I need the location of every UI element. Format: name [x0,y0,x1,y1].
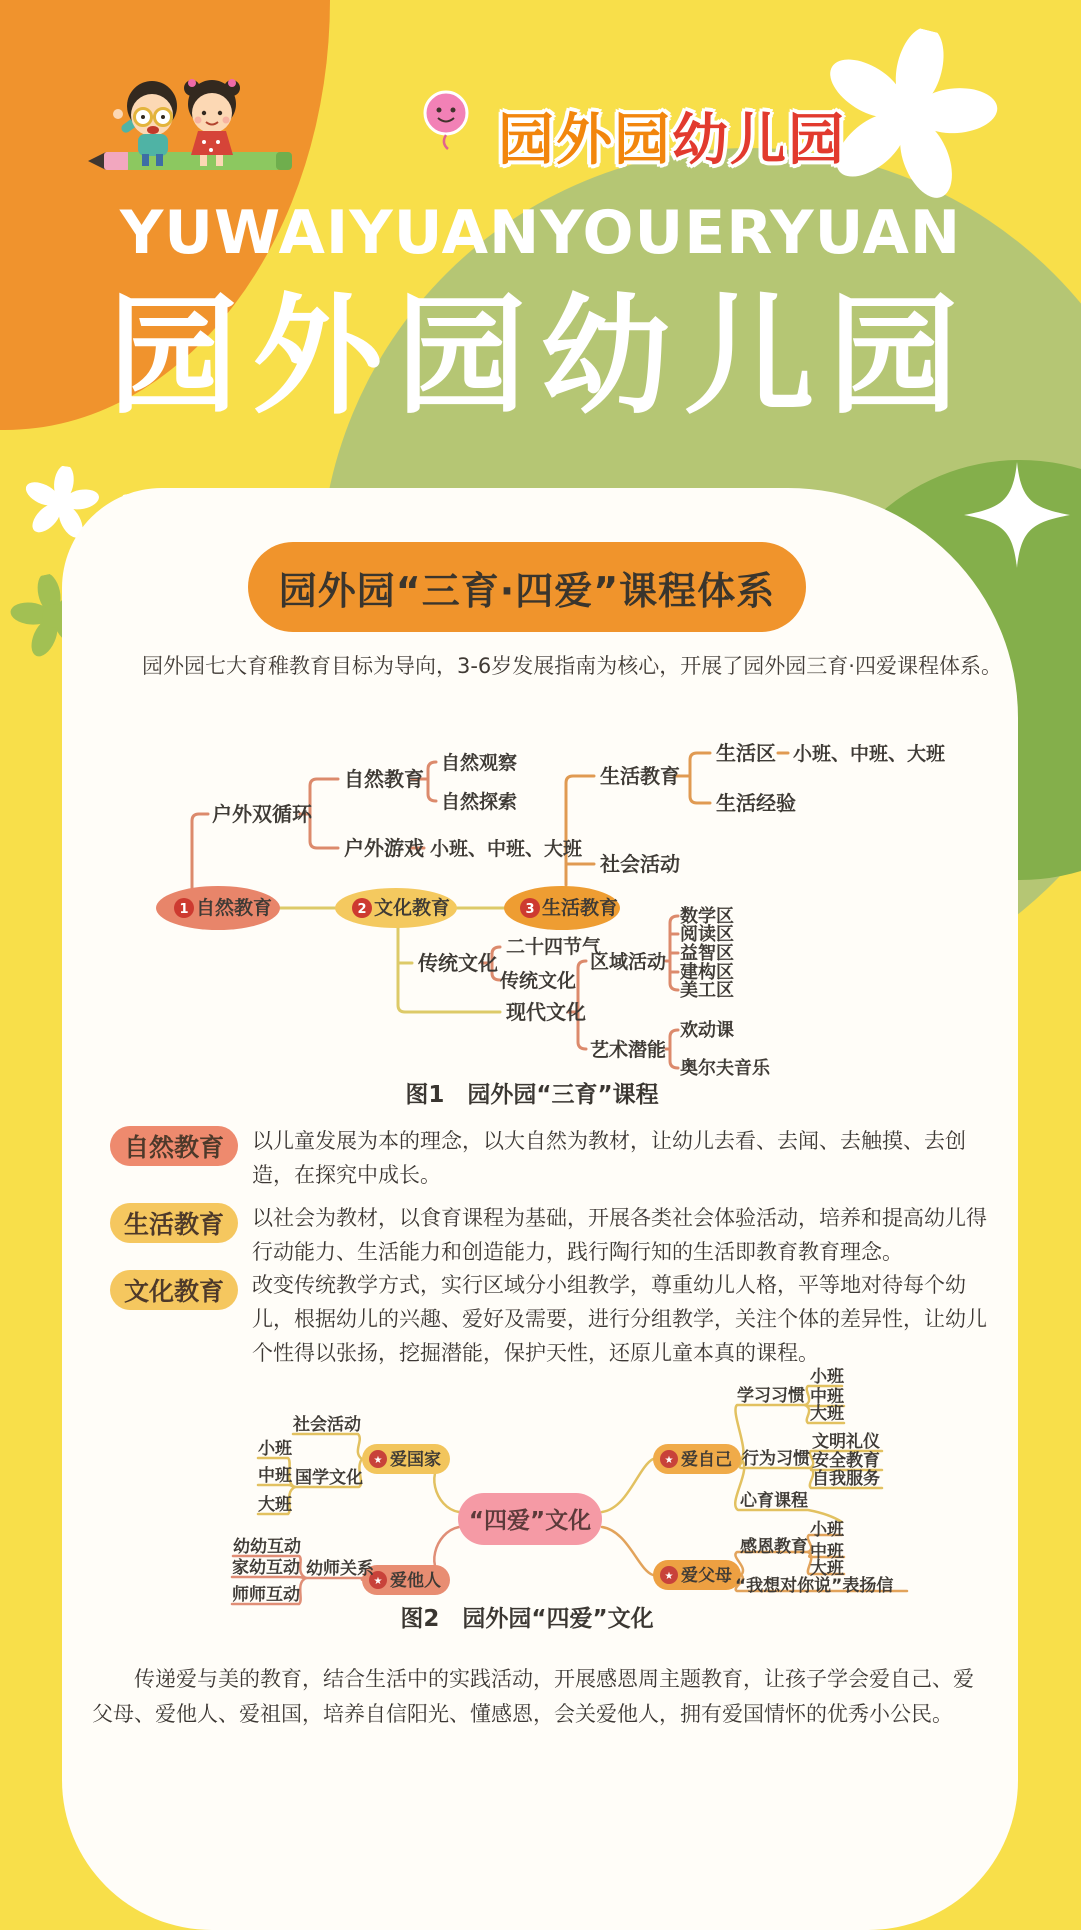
map2-love-self-label: 爱自己 [681,1450,732,1470]
map2-node-safety: 安全教育 [812,1451,880,1471]
map2-node-class-l2: 大班 [810,1404,844,1424]
map2-node-social-act: 社会活动 [293,1415,361,1435]
map1-node-reading-area: 阅读区 [680,924,734,945]
section-text-life: 以社会为教材，以食育课程为基础，开展各类社会体验活动，培养和提高幼儿得行动能力、生活能力和创造能力，践行陶行知的生活即教育教育理念。 [252,1206,987,1264]
logo-text-red: 幼儿园 [672,108,846,173]
map1-node-orff-music: 奥尔夫音乐 [680,1058,770,1079]
map2-node-class-l3: 大班 [810,1559,844,1579]
map1-node-art-potential: 艺术潜能 [590,1039,667,1061]
course-system-badge [248,542,806,632]
section-pill-life-label: 生活教育 [123,1210,224,1239]
map2-node-class-l1: 大班 [258,1495,292,1515]
map2-love-parents-label: 爱父母 [681,1566,732,1586]
map2-node-teacher-rel: 幼师关系 [306,1559,374,1579]
map1-node-build-area: 建构区 [680,962,734,983]
map2-node-teacher-teacher: 师师互动 [232,1585,300,1605]
map2-node-etiquette: 文明礼仪 [812,1432,880,1452]
section-pill-culture [110,1270,238,1310]
map2-node-class-s1: 小班 [258,1439,292,1459]
map1-num2: 2 [357,902,367,917]
map1-node-trad-culture: 传统文化 [500,970,577,992]
section-pill-nature [110,1126,238,1166]
map1-node-fun-class: 欢动课 [680,1020,734,1041]
map2-love-country-label: 爱国家 [390,1450,441,1470]
closing-paragraph: 传递爱与美的教育，结合生活中的实践活动，开展感恩周主题教育，让孩子学会爱自己、爱父母、爱他人、爱祖国，培养自信阳光、懂感恩，会关爱他人，拥有爱国情怀的优秀小公民。 [92,1667,974,1726]
map1-node-puzzle-area: 益智区 [680,943,734,964]
map2-node-mind-course: 心育课程 [740,1491,808,1511]
map1-node-social-act: 社会活动 [600,852,680,876]
map2-center-label: “四爱”文化 [468,1508,592,1534]
intro-paragraph: 园外园七大育稚教育目标为导向，3-6岁发展指南为核心，开展了园外园三育·四爱课程体系。 [142,654,1002,678]
star-glyph: ★ [664,1571,674,1582]
map1-node-nature-edu: 自然教育 [344,767,424,791]
map2-love-others-label: 爱他人 [390,1571,441,1591]
section-text-nature: 以儿童发展为本的理念，以大自然为教材，让幼儿去看、去闻、去触摸、去创造，在探究中成长。 [252,1129,966,1187]
star-glyph: ★ [664,1455,674,1466]
map1-node-nature-explore: 自然探索 [441,791,518,813]
badge-title: 园外园“三育·四爱”课程体系 [278,568,776,613]
map1-node-life-edu: 生活教育 [600,764,680,788]
section-pill-culture-label: 文化教育 [123,1277,224,1306]
map1-num3: 3 [525,902,535,917]
map1-node-craft-area: 美工区 [680,980,734,1001]
figure1-mindmap [62,713,1018,1113]
figure2-mindmap [62,1360,1018,1632]
map1-node-outdoor-play: 户外游戏 [344,836,424,860]
map1-node-trad-culture-parent: 传统文化 [418,951,498,975]
map2-node-class-m1: 中班 [258,1466,292,1486]
title-chinese: 园外园幼儿园 [108,280,973,432]
star-glyph: ★ [373,1576,383,1587]
map1-center3-label: 生活教育 [542,897,619,919]
map2-node-class-s2: 小班 [810,1367,844,1387]
map2-node-guoxue: 国学文化 [295,1468,363,1488]
section-text-culture: 改变传统教学方式，实行区域分小组教学，尊重幼儿人格，平等地对待每个幼儿，根据幼儿的兴趣、爱好及需要，进行分组教学，关注个体的差异性，让幼儿个性得以张扬，挖掘潜能，保护天性，还原儿童本真的课程。 [252,1273,987,1365]
logo-wordmark [498,96,846,176]
map1-node-classes1: 小班、中班、大班 [430,838,583,860]
balloon-smiley-icon [420,88,474,154]
title-english: YUWAIYUANYOUERYUAN [119,198,962,268]
map2-node-class-s3: 小班 [810,1520,844,1540]
map1-center2-label: 文化教育 [374,897,451,919]
map2-node-praise-letter: “我想对你说”表扬信 [735,1576,894,1596]
section-pill-life [110,1203,238,1243]
map1-node-math-area: 数学区 [680,906,734,927]
logo-text-orange: 园外园 [498,108,672,173]
kids-mascot-illustration [86,72,326,184]
map1-node-nature-watch: 自然观察 [441,752,518,774]
map1-node-modern-culture: 现代文化 [506,1000,586,1024]
map2-node-self-service: 自我服务 [812,1469,880,1489]
map1-node-life-exp: 生活经验 [716,791,796,815]
map2-node-home-kid: 家幼互动 [232,1558,300,1578]
map2-node-gratitude: 感恩教育 [740,1537,808,1557]
star-glyph: ★ [373,1455,383,1466]
map2-node-class-m3: 中班 [810,1542,844,1562]
map2-node-kid-kid: 幼幼互动 [233,1537,301,1557]
content-card [62,488,1018,1930]
map1-node-solar-terms: 二十四节气 [506,936,602,958]
map1-node-classes2: 小班、中班、大班 [793,743,946,765]
map1-node-area-act: 区域活动 [590,951,667,973]
map1-num1: 1 [179,902,189,917]
map2-node-class-m2: 中班 [810,1387,844,1407]
map1-node-life-area: 生活区 [716,741,776,765]
map1-node-outdoor-loop: 户外双循环 [212,802,312,826]
section-pill-nature-label: 自然教育 [123,1133,224,1162]
map1-center1-label: 自然教育 [196,897,273,919]
map2-node-study-habit: 学习习惯 [737,1386,805,1406]
figure1-caption: 图1 园外园“三育”课程 [405,1082,659,1108]
figure2-caption: 图2 园外园“四爱”文化 [400,1606,654,1632]
sparkle-icon [962,460,1072,570]
map2-node-behavior-habit: 行为习惯 [742,1449,810,1469]
